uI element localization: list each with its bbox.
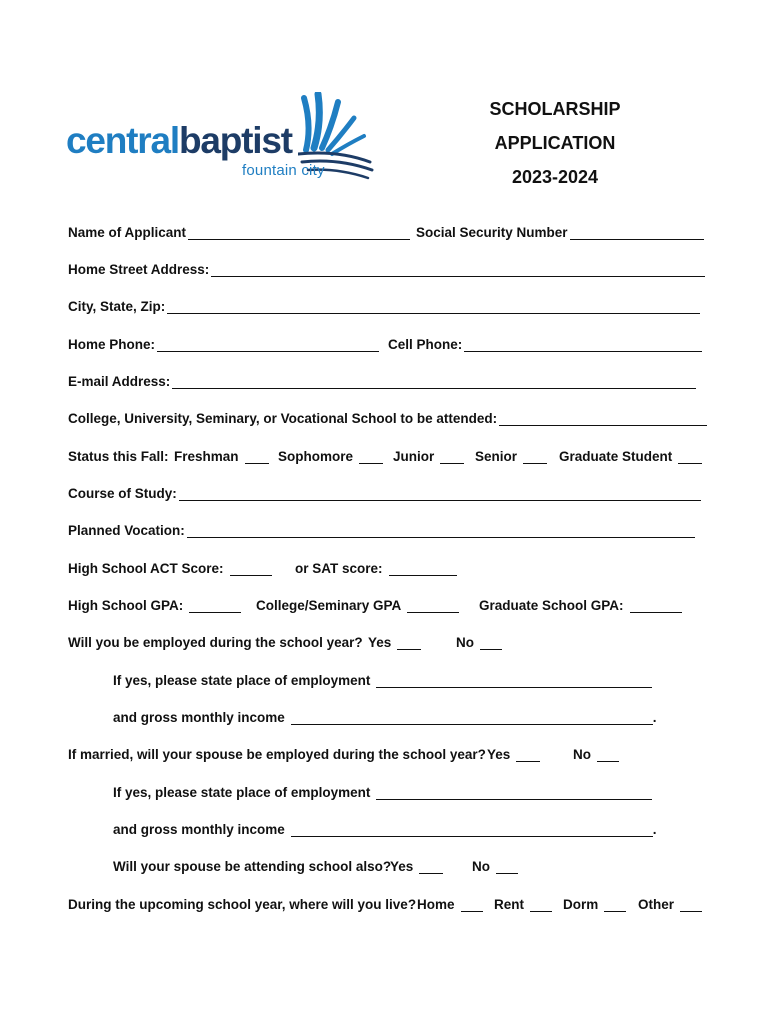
spouse-school-question: Will your spouse be attending school also? [113,859,392,874]
home-phone-label: Home Phone: [68,337,156,352]
spouse-employed-no-blank[interactable] [597,747,619,762]
email-line[interactable] [172,374,696,389]
church-logo [66,92,386,182]
cell-phone-line[interactable] [464,337,702,352]
act-label: High School ACT Score: [68,561,224,576]
college-gpa-label: College/Seminary GPA [256,598,402,613]
employed-question: Will you be employed during the school year? [68,635,363,650]
living-option-home: Home [417,897,455,912]
hs-gpa-label: High School GPA: [68,598,184,613]
employment-place-line[interactable] [376,673,652,688]
employment-place-label: If yes, please state place of employment [113,673,371,688]
cell-phone-label: Cell Phone: [388,337,463,352]
living-option-rent: Rent [494,897,524,912]
vocation-label: Planned Vocation: [68,523,185,538]
freshman-blank[interactable] [245,449,269,464]
employed-yes-blank[interactable] [397,635,421,650]
status-option-freshman: Freshman [174,449,239,464]
name-line[interactable] [188,225,410,240]
income-line[interactable] [291,710,653,725]
act-blank[interactable] [230,561,272,576]
spouse-employment-place-line[interactable] [376,785,652,800]
sat-blank[interactable] [389,561,457,576]
spouse-employed-no-label: No [573,747,591,762]
grad-gpa-label: Graduate School GPA: [479,598,624,613]
sat-label: or SAT score: [295,561,383,576]
status-label: Status this Fall: [68,449,169,464]
street-label: Home Street Address: [68,262,210,277]
ssn-label: Social Security Number [416,225,568,240]
spouse-employed-yes-label: Yes [487,747,511,762]
spouse-school-yes-label: Yes [390,859,414,874]
street-line[interactable] [211,262,705,277]
title-line-2: APPLICATION [494,133,616,153]
graduate-blank[interactable] [678,449,702,464]
spouse-employed-question: If married, will your spouse be employed during the school year? [68,747,486,762]
spouse-school-no-blank[interactable] [496,859,518,874]
email-label: E-mail Address: [68,374,171,389]
dorm-blank[interactable] [604,897,626,912]
spouse-income-line[interactable] [291,822,653,837]
title-line-1: SCHOLARSHIP [489,99,621,119]
spouse-school-no-label: No [472,859,490,874]
income-label: and gross monthly income [113,710,285,725]
status-option-graduate: Graduate Student [559,449,673,464]
course-label: Course of Study: [68,486,177,501]
employed-yes-label: Yes [368,635,392,650]
income-period: . [652,710,657,725]
employed-no-blank[interactable] [480,635,502,650]
sophomore-blank[interactable] [359,449,383,464]
spouse-income-label: and gross monthly income [113,822,285,837]
ssn-line[interactable] [570,225,704,240]
home-phone-line[interactable] [157,337,379,352]
status-option-senior: Senior [475,449,518,464]
employed-no-label: No [456,635,474,650]
logo-word-central: central [66,120,179,161]
city-label: City, State, Zip: [68,299,166,314]
senior-blank[interactable] [523,449,547,464]
form-title [440,92,670,194]
spouse-employed-yes-blank[interactable] [516,747,540,762]
rent-blank[interactable] [530,897,552,912]
course-line[interactable] [179,486,701,501]
city-line[interactable] [167,299,700,314]
logo-subtitle: fountain city [242,162,325,179]
grad-gpa-blank[interactable] [630,598,682,613]
school-label: College, University, Seminary, or Vocational School to be attended: [68,411,498,426]
school-line[interactable] [499,411,707,426]
living-question: During the upcoming school year, where will you live? [68,897,417,912]
spouse-employment-place-label: If yes, please state place of employment [113,785,371,800]
college-gpa-blank[interactable] [407,598,459,613]
living-option-other: Other [638,897,675,912]
hs-gpa-blank[interactable] [189,598,241,613]
spouse-income-period: . [652,822,657,837]
vocation-line[interactable] [187,523,695,538]
status-option-junior: Junior [393,449,435,464]
other-blank[interactable] [680,897,702,912]
logo-wordmark [66,122,292,159]
living-option-dorm: Dorm [563,897,599,912]
home-blank[interactable] [461,897,483,912]
title-line-3: 2023-2024 [511,167,599,187]
status-option-sophomore: Sophomore [278,449,354,464]
junior-blank[interactable] [440,449,464,464]
spouse-school-yes-blank[interactable] [419,859,443,874]
logo-word-baptist: baptist [178,120,292,161]
name-label: Name of Applicant [68,225,187,240]
